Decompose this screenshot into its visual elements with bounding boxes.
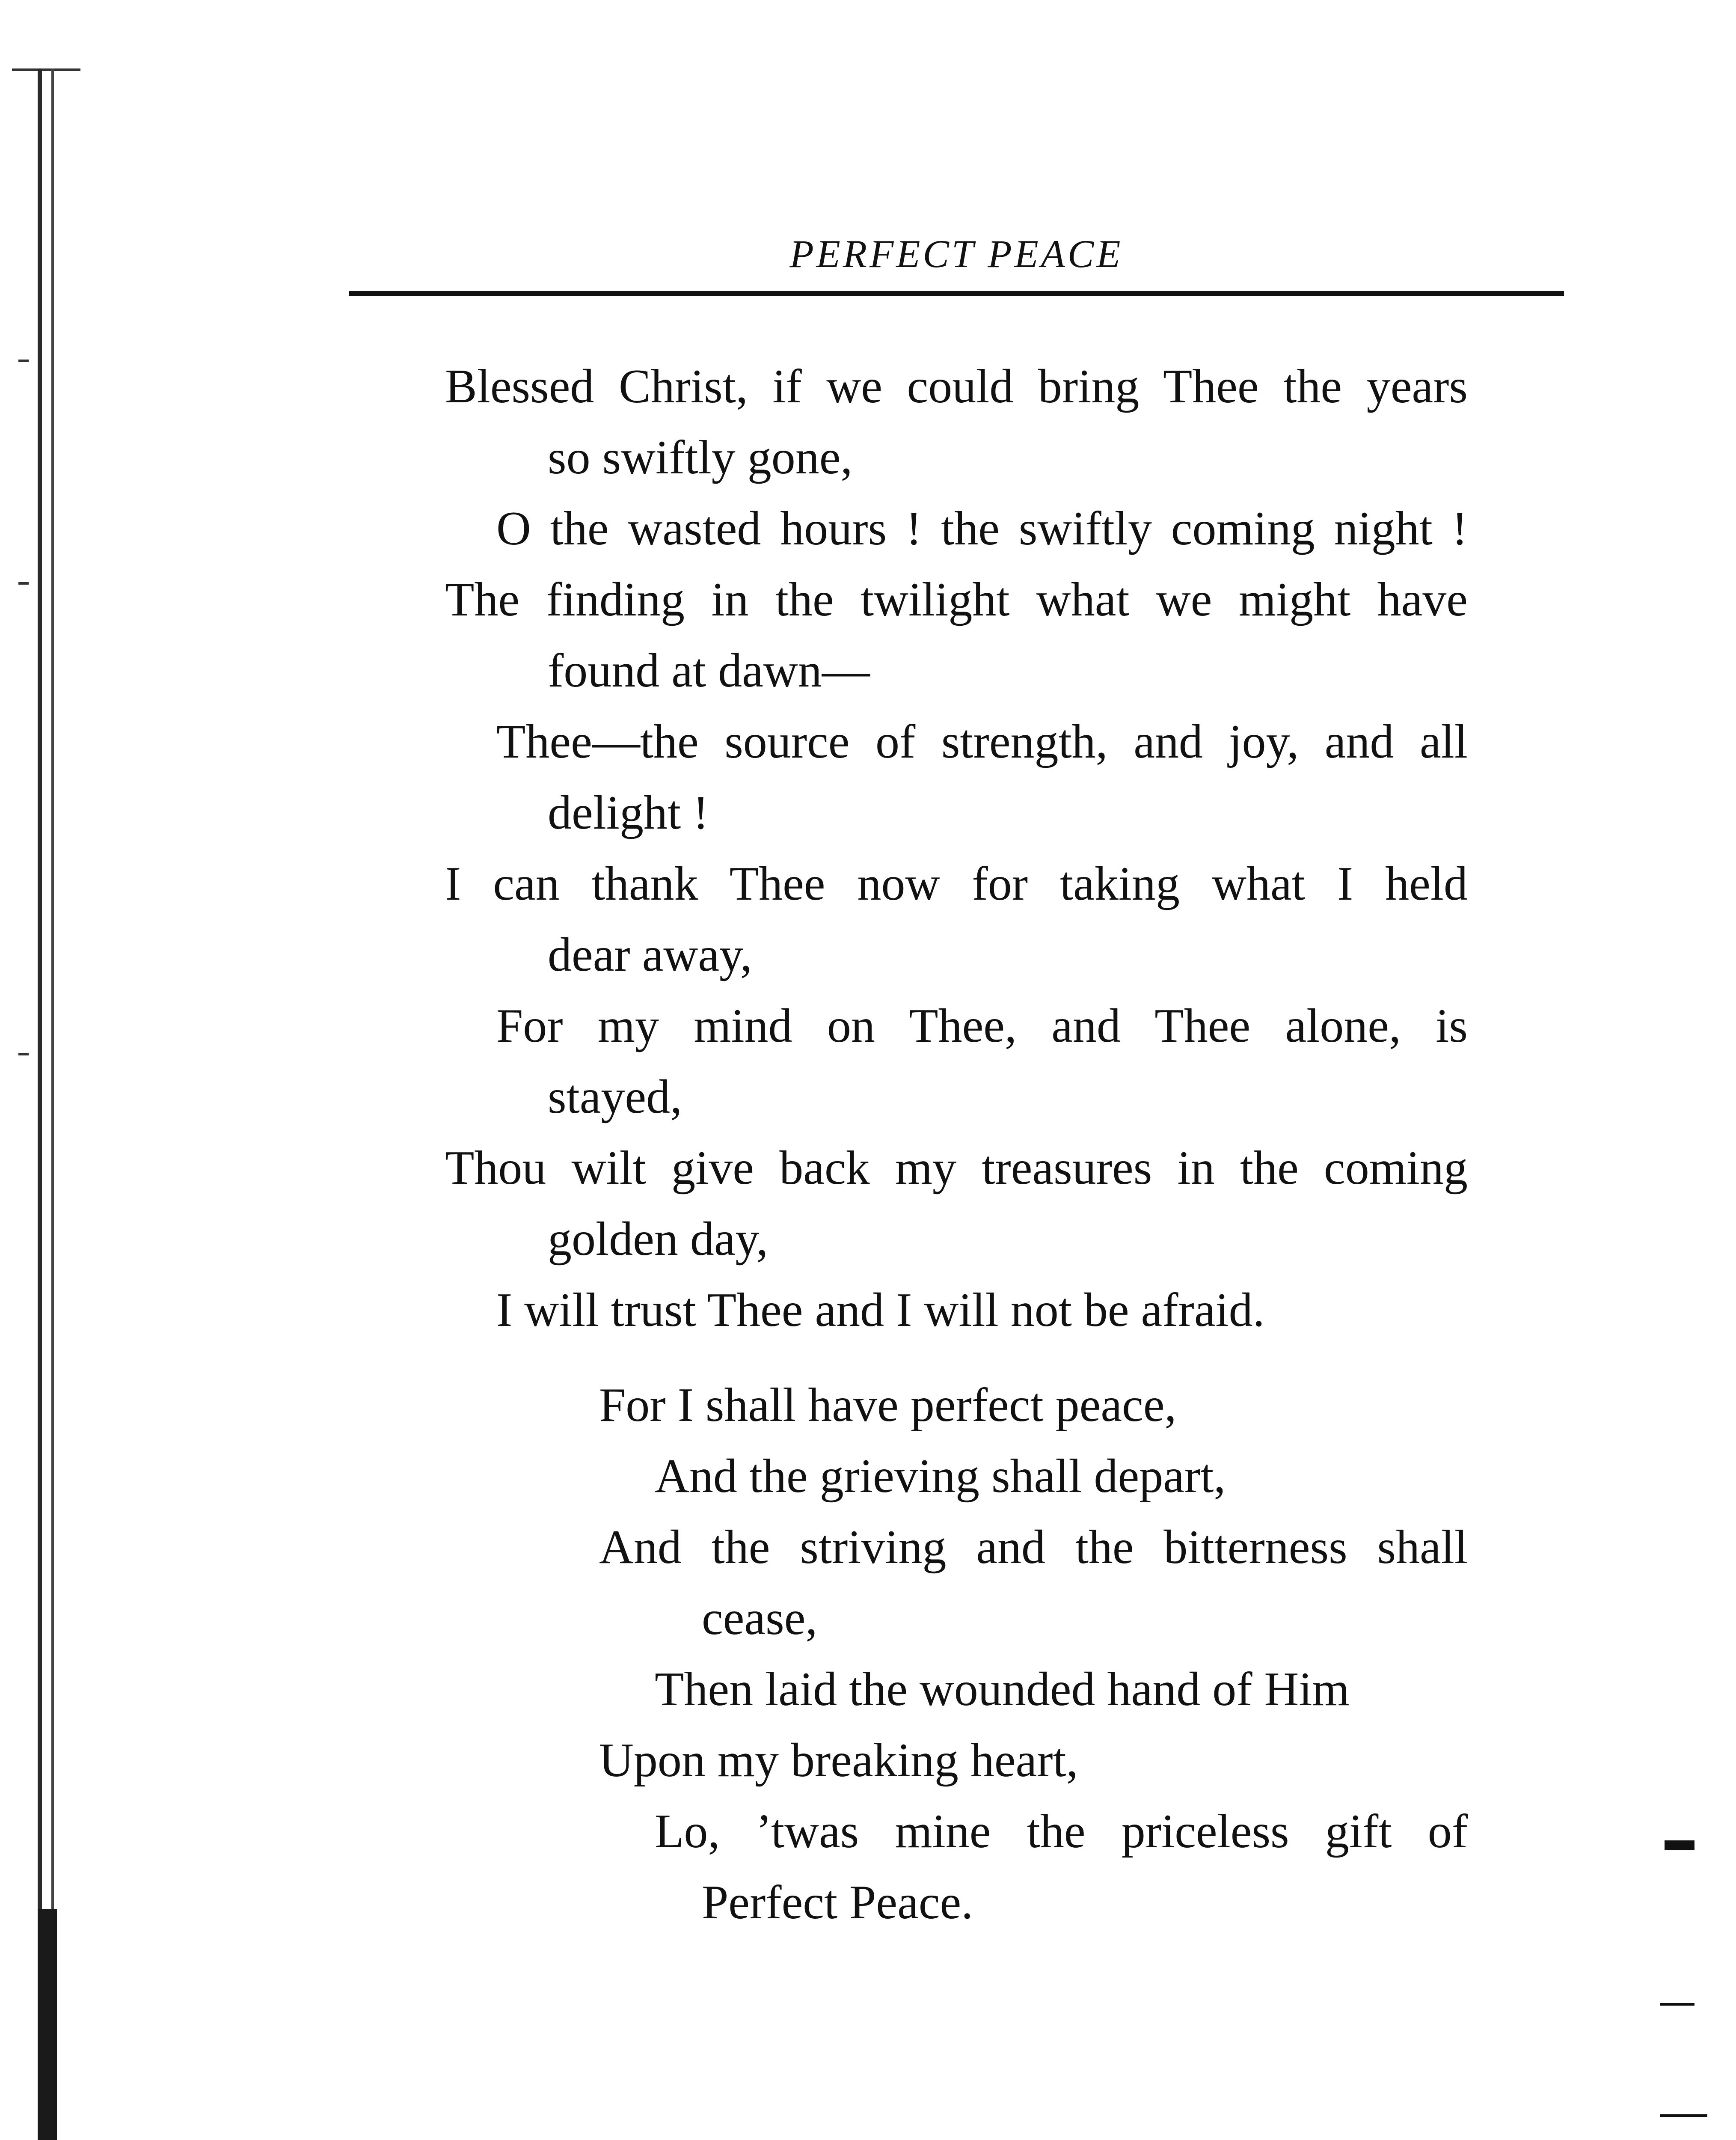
header-rule bbox=[349, 291, 1564, 296]
verse-line: found at dawn— bbox=[548, 644, 870, 697]
stanza-1 bbox=[445, 351, 1468, 1346]
verse-line: Blessed Christ, if we could bring Thee the years bbox=[445, 360, 1468, 413]
verse-line: stayed, bbox=[548, 1070, 683, 1124]
verse-line: dear away, bbox=[548, 928, 752, 981]
binding-edge bbox=[38, 68, 59, 2140]
verse-line: And the striving and the bitterness shall bbox=[599, 1521, 1468, 1574]
verse-line: delight ! bbox=[548, 786, 709, 839]
verse-line: For I shall have perfect peace, bbox=[599, 1379, 1177, 1432]
verse-line: Thee—the source of strength, and joy, and all bbox=[496, 715, 1468, 768]
verse-line: I can thank Thee now for taking what I held bbox=[445, 857, 1468, 910]
verse-line: Then laid the wounded hand of Him bbox=[655, 1663, 1350, 1716]
verse-line: I will trust Thee and I will not be afraid. bbox=[496, 1284, 1265, 1337]
running-title: PERFECT PEACE bbox=[789, 232, 1123, 276]
verse-line: golden day, bbox=[548, 1213, 769, 1266]
verse-line: The finding in the twilight what we might have bbox=[445, 573, 1468, 626]
scan-mark bbox=[1660, 2003, 1694, 2006]
verse-line: Perfect Peace. bbox=[702, 1876, 973, 1929]
scan-mark bbox=[1660, 2114, 1707, 2117]
verse-line: cease, bbox=[702, 1592, 818, 1645]
verse-line: O the wasted hours ! the swiftly coming night ! bbox=[496, 502, 1468, 555]
verse-line: Thou wilt give back my treasures in the coming bbox=[445, 1141, 1468, 1195]
verse-line: Upon my breaking heart, bbox=[599, 1734, 1078, 1787]
scan-mark bbox=[1665, 1840, 1694, 1850]
verse-line: And the grieving shall depart, bbox=[655, 1450, 1226, 1503]
verse-line: Lo, ’twas mine the priceless gift of bbox=[655, 1805, 1468, 1858]
verse-line: For my mind on Thee, and Thee alone, is bbox=[496, 999, 1468, 1052]
stanza-2 bbox=[599, 1370, 1468, 1938]
verse-line: so swiftly gone, bbox=[548, 431, 853, 484]
